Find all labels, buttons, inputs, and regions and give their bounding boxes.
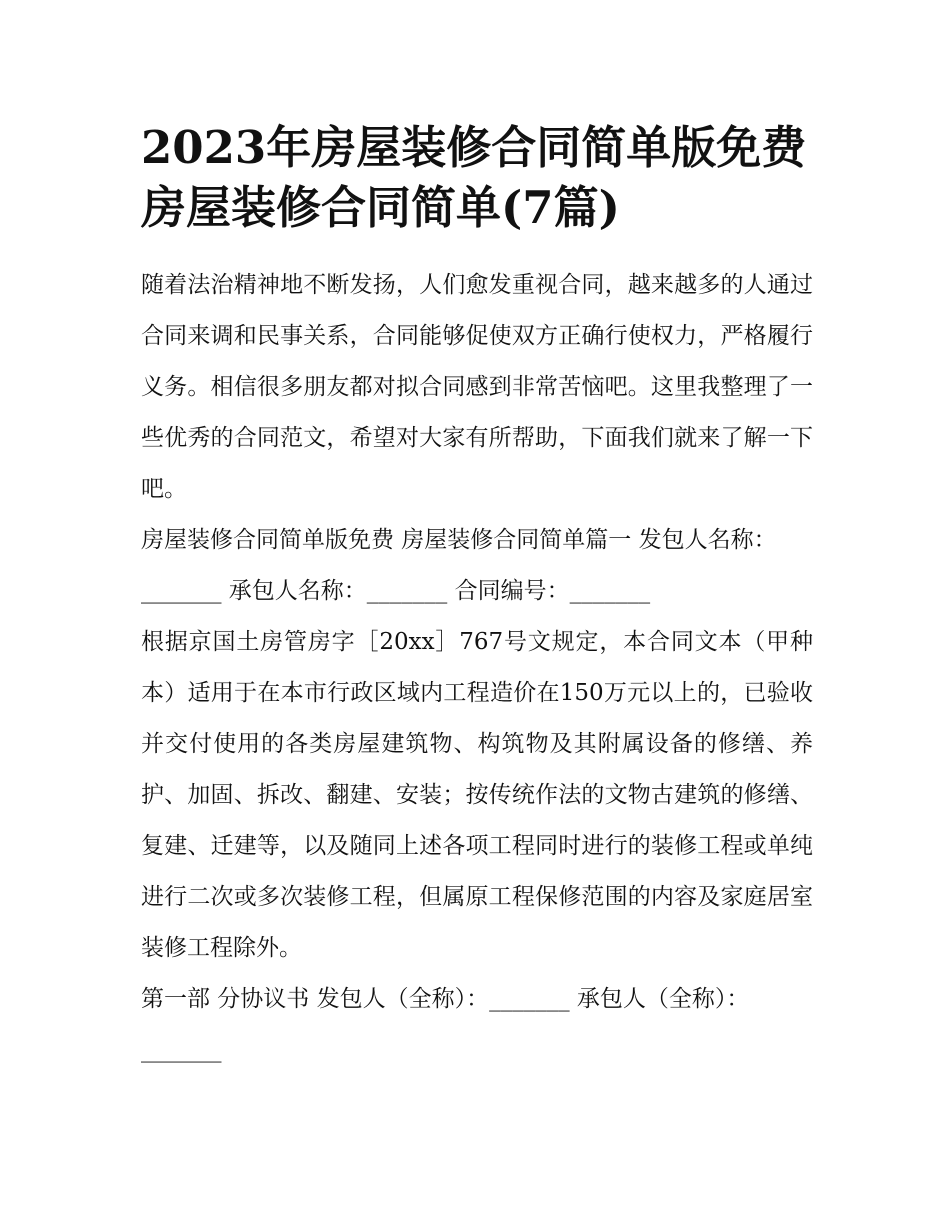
document-title: 2023年房屋装修合同简单版免费 房屋装修合同简单(7篇) bbox=[141, 121, 807, 234]
intro-paragraph: 随着法治精神地不断发扬，人们愈发重视合同，越来越多的人通过合同来调和民事关系，合同能够促使双方正确行使权力，严格履行义务。相信很多朋友都对拟合同感到非常苦恼吧。这里我整理了一些优秀的合同范文，希望对大家有所帮助，下面我们就来了解一下吧。 bbox=[141, 272, 813, 502]
scope-paragraph: 根据京国土房管房字［20xx］767号文规定，本合同文本（甲种本）适用于在本市行政区域内工程造价在150万元以上的，已验收并交付使用的各类房屋建筑物、构筑物及其附属设备的修缮、养护、加固、拆改、翻建、安装；按传统作法的文物古建筑的修缮、复建、迁建等，以及随同上述各项工程同时进行的装修工程或单纯进行二次或多次装修工程，但属原工程保修范围的内容及家庭居室装修工程除外。 bbox=[141, 629, 813, 961]
contract-header-paragraph: 房屋装修合同简单版免费 房屋装修合同简单篇一 发包人名称：_______ 承包人名称：_______ 合同编号：_______ bbox=[141, 527, 777, 604]
agreement-paragraph: 第一部 分协议书 发包人（全称）：_______ 承包人（全称）：_______ bbox=[141, 986, 750, 1063]
document-page bbox=[141, 118, 831, 1076]
